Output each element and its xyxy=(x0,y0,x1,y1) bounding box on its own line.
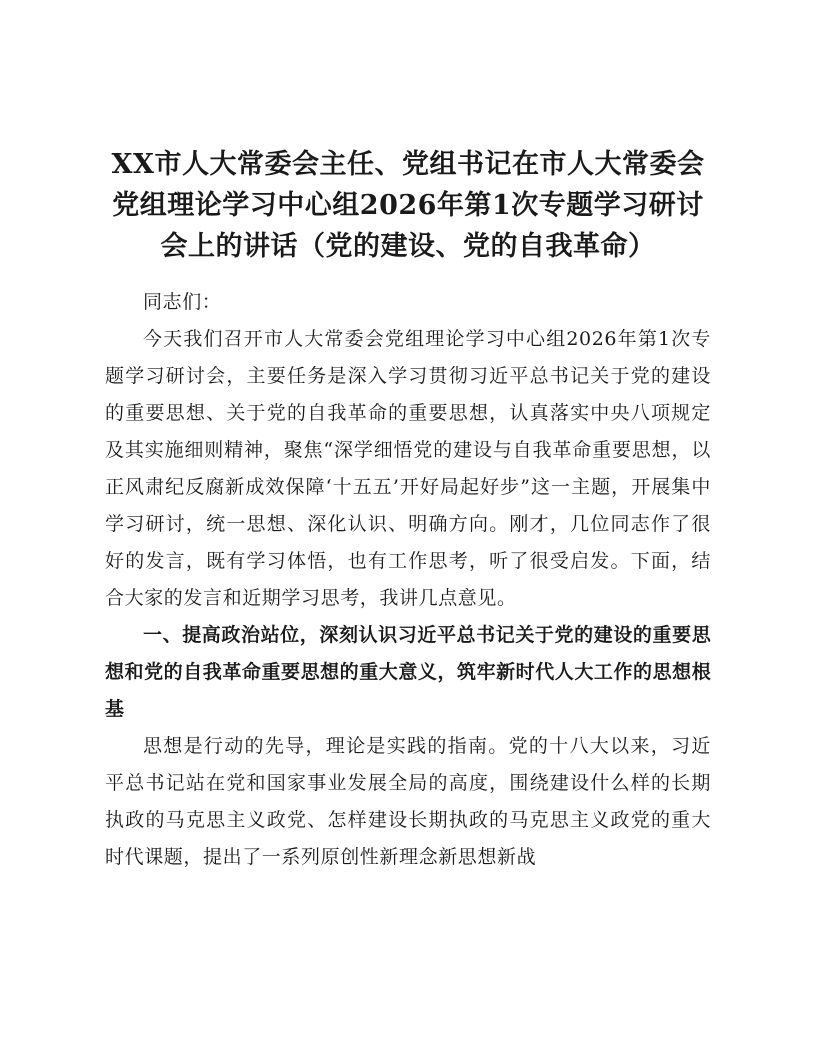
document-title: XX市人大常委会主任、党组书记在市人大常委会党组理论学习中心组2026年第1次专题学习研讨会上的讲话（党的建设、党的自我革命） xyxy=(111,149,705,262)
section-1-paragraph: 思想是行动的先导，理论是实践的指南。党的十八大以来，习近平总书记站在党和国家事业发展全局的高度，围绕建设什么样的长期执政的马克思主义政党、怎样建设长期执政的马克思主义政党的重大时代课题，提出了一系列原创性新理念新思想新战 xyxy=(105,735,711,868)
document-body xyxy=(105,284,711,876)
salutation: 同志们： xyxy=(143,291,222,313)
opening-paragraph: 今天我们召开市人大常委会党组理论学习中心组2026年第1次专题学习研讨会，主要任务是深入学习贯彻习近平总书记关于党的建设的重要思想、关于党的自我革命的重要思想，认真落实中央八项规定及其实施细则精神，聚焦“深学细悟党的建设与自我革命重要思想，以正风肃纪反腐新成效保障‘十五五’开好局起好步”这一主题，开展集中学习研讨，统一思想、深化认识、明确方向。刚才，几位同志作了很好的发言，既有学习体悟，也有工作思考，听了很受启发。下面，结合大家的发言和近期学习思考，我讲几点意见。 xyxy=(105,328,711,609)
section-heading-1: 一、提高政治站位，深刻认识习近平总书记关于党的建设的重要思想和党的自我革命重要思想的重大意义，筑牢新时代人大工作的思想根基 xyxy=(105,624,711,720)
